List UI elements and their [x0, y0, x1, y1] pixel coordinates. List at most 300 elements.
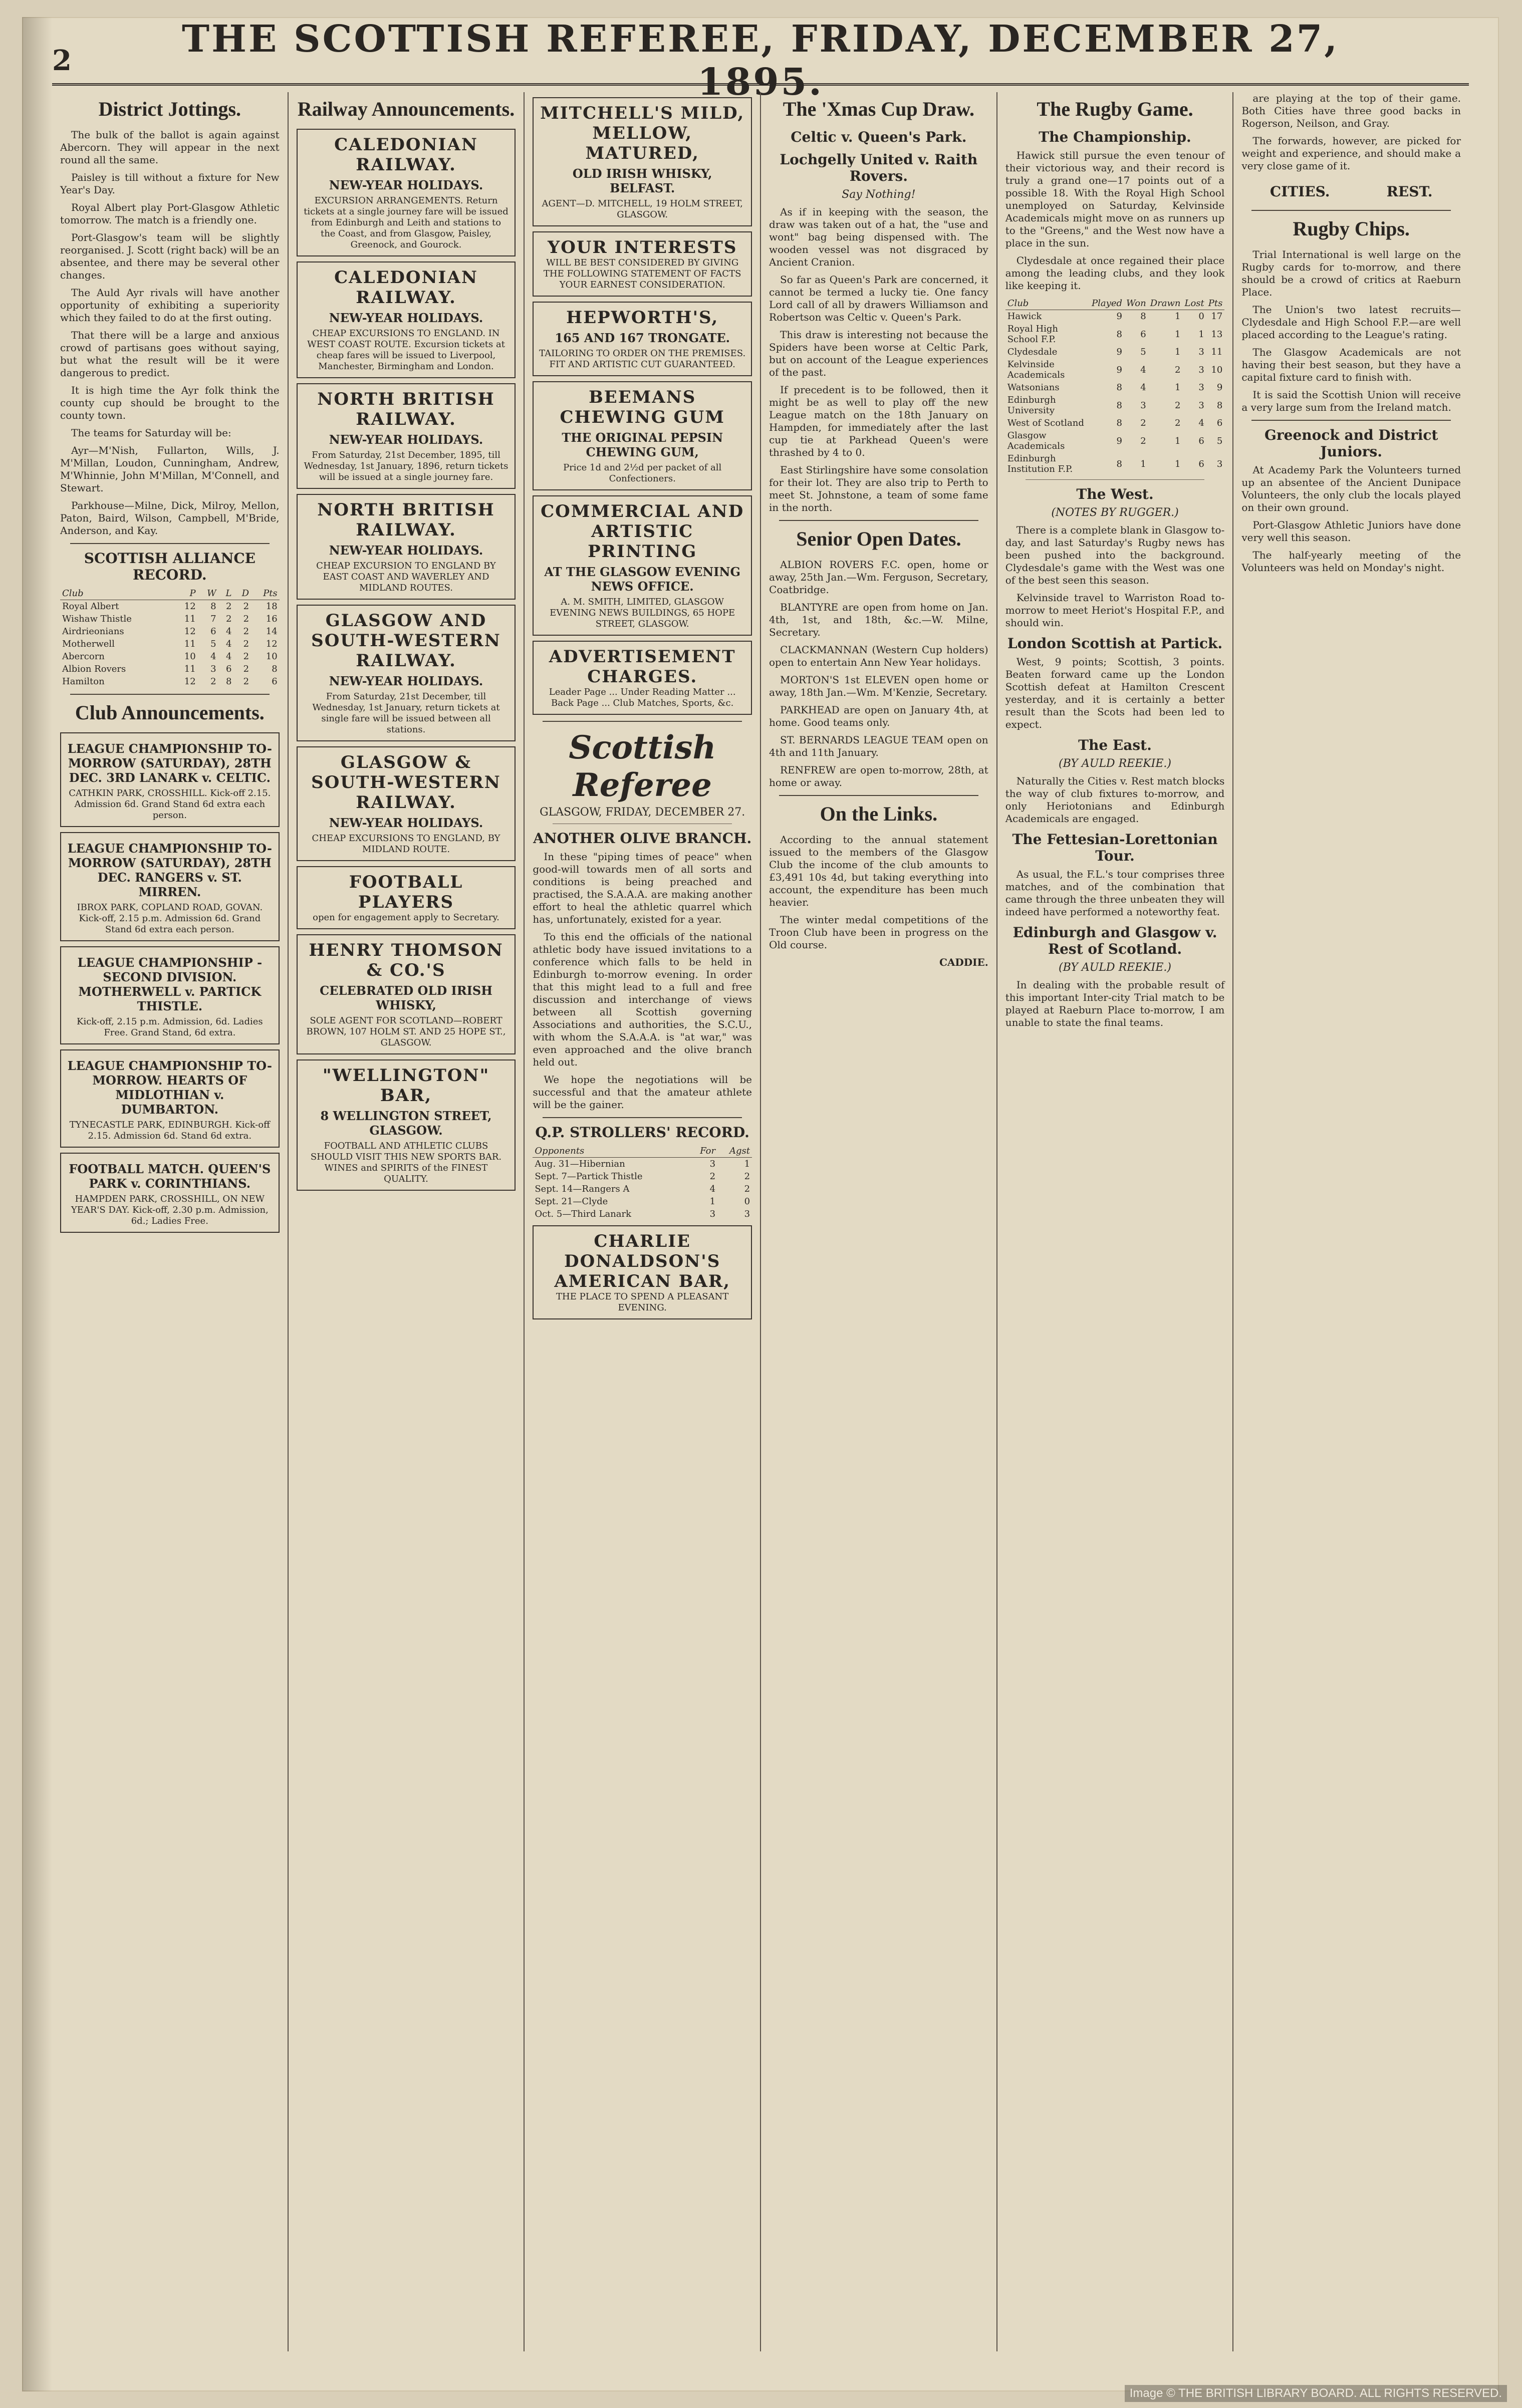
rugby-chips-body	[1241, 248, 1461, 414]
ad-subtitle: LEAGUE CHAMPIONSHIP TO-MORROW. HEARTS OF MIDLOTHIAN v. DUMBARTON.	[67, 1058, 272, 1117]
table-cell: 9	[1116, 435, 1122, 446]
advertisement	[533, 641, 752, 715]
railway-advertisement	[297, 383, 516, 489]
ad-text: Kick-off, 2.15 p.m. Admission, 6d. Ladies Free. Grand Stand, 6d extra.	[77, 1016, 263, 1038]
divider	[779, 520, 978, 521]
table-cell: 3	[1198, 364, 1204, 375]
open-date-entry: BLANTYRE are open from home on Jan. 4th, 1st, and 18th, &c.—W. Milne, Secretary.	[769, 601, 988, 638]
table-cell: 8	[1116, 329, 1122, 340]
paragraph: East Stirlingshire have some consolation for their lot. They are also trip to Perth to meet St. Johnstone, a team of some fame in the north.	[769, 464, 988, 513]
table-row	[1005, 323, 1225, 346]
championship-subheading: The Championship.	[1039, 129, 1191, 145]
table-cell: Hamilton	[62, 676, 105, 687]
divider	[1251, 210, 1451, 211]
paragraph: Naturally the Cities v. Rest match blocks the way of club fixtures to-morrow, and only Heriotonians and Edinburgh Academicals are engaged.	[1005, 775, 1225, 825]
table-row	[1005, 358, 1225, 381]
railway-advertisement	[297, 866, 516, 929]
ad-title: GLASGOW & SOUTH-WESTERN RAILWAY.	[311, 752, 501, 813]
table-cell: 4	[1198, 418, 1204, 428]
ad-text: AGENT—D. MITCHELL, 19 HOLM STREET, GLASGOW.	[542, 198, 743, 220]
table-row	[1005, 429, 1225, 452]
leader-body	[533, 851, 752, 1111]
ad-title: MITCHELL'S MILD, MELLOW, MATURED,	[540, 103, 745, 163]
table-cell: Wishaw Thistle	[62, 614, 132, 624]
table-cell: 2	[225, 614, 232, 624]
ad-subtitle: CELEBRATED OLD IRISH WHISKY,	[320, 983, 492, 1012]
table-cell: Abercorn	[62, 651, 105, 662]
cup-draw-body	[769, 206, 988, 514]
table-cell: 2	[744, 1184, 750, 1194]
table-cell: Glasgow Academicals	[1007, 430, 1065, 451]
alliance-table-body	[60, 600, 280, 688]
table-row	[1005, 394, 1225, 417]
table-cell: 4	[225, 651, 232, 662]
table-cell: 6	[210, 626, 216, 637]
table-cell: 0	[744, 1196, 750, 1207]
ad-subtitle: NEW-YEAR HOLIDAYS.	[329, 311, 483, 325]
ad-subtitle: 8 WELLINGTON STREET, GLASGOW.	[320, 1109, 492, 1138]
ad-title: HEPWORTH'S,	[566, 308, 719, 328]
open-date-entry: CLACKMANNAN (Western Cup holders) open to entertain Ann New Year holidays.	[769, 644, 988, 668]
table-cell: Airdrieonians	[62, 626, 124, 637]
table-cell: 12	[266, 639, 278, 649]
railway-advertisement	[297, 494, 516, 600]
alliance-table-header	[60, 587, 280, 600]
table-cell: 8	[1140, 311, 1146, 322]
alliance-table	[60, 587, 280, 688]
ad-subtitle: LEAGUE CHAMPIONSHIP TO-MORROW (SATURDAY), 28TH DEC. RANGERS v. ST. MIRREN.	[67, 841, 272, 899]
table-cell: 2	[243, 601, 249, 612]
table-cell: 3	[1198, 400, 1204, 411]
ad-title: YOUR INTERESTS	[547, 237, 737, 257]
table-cell: 8	[1116, 458, 1122, 469]
table-row	[533, 1158, 752, 1171]
table-cell: 1	[1175, 435, 1181, 446]
column-3	[525, 92, 761, 2351]
open-date-entry: RENFREW are open to-morrow, 28th, at home or away.	[769, 764, 988, 788]
newspaper-title: THE SCOTTISH REFEREE, FRIDAY, DECEMBER 27, 1895.	[182, 18, 1339, 104]
ad-title: BEEMANS CHEWING GUM	[560, 387, 725, 427]
column-6-intro	[1241, 92, 1461, 172]
xmas-cup-draw-heading: The 'Xmas Cup Draw.	[783, 98, 974, 120]
table-cell: Royal High School F.P.	[1007, 324, 1059, 345]
paragraph: The forwards, however, are picked for weight and experience, and should make a very close game of it.	[1241, 135, 1461, 172]
table-cell: 4	[1140, 364, 1146, 375]
table-cell: 4	[210, 651, 216, 662]
advertisement	[533, 381, 752, 490]
cities-heading: CITIES.	[1270, 183, 1330, 200]
table-cell: 5	[1216, 435, 1223, 446]
the-east-byline: (BY AULD REEKIE.)	[1059, 757, 1172, 770]
table-row	[60, 625, 280, 638]
team-headings	[1241, 177, 1461, 204]
the-west-byline: (NOTES BY RUGGER.)	[1051, 506, 1179, 519]
table-cell: 8	[1116, 400, 1122, 411]
paragraph: At Academy Park the Volunteers turned up an absentee of the Ancient Dunipace Volunteers, the only club the locals played on their own ground.	[1241, 464, 1461, 513]
senior-open-dates-heading: Senior Open Dates.	[796, 527, 961, 550]
table-header-cell: L	[218, 587, 234, 600]
ad-text: FOOTBALL AND ATHLETIC CLUBS SHOULD VISIT THIS NEW SPORTS BAR. WINES and SPIRITS of the FINEST QUALITY.	[310, 1141, 502, 1184]
ad-title: GLASGOW AND SOUTH-WESTERN RAILWAY.	[311, 611, 501, 671]
fettesian-tour-body	[1005, 868, 1225, 918]
american-bar-ad	[533, 1225, 752, 1319]
rugby-chips-heading: Rugby Chips.	[1293, 217, 1410, 240]
table-cell: Edinburgh University	[1007, 395, 1056, 416]
open-date-entry: ST. BERNARDS LEAGUE TEAM open on 4th and 11th January.	[769, 734, 988, 758]
table-cell: 2	[243, 639, 249, 649]
ad-subtitle: LEAGUE CHAMPIONSHIP TO-MORROW (SATURDAY), 28TH DEC. 3RD LANARK v. CELTIC.	[67, 741, 272, 785]
rest-heading: REST.	[1386, 183, 1433, 200]
ad-subtitle: 165 AND 167 TRONGATE.	[555, 331, 730, 345]
table-header-cell: Pts	[1206, 297, 1225, 310]
rugby-championship-table	[1005, 297, 1225, 475]
ad-text: TYNECASTLE PARK, EDINBURGH. Kick-off 2.15. Admission 6d. Stand 6d extra.	[69, 1120, 270, 1141]
table-cell: 2	[1175, 418, 1181, 428]
table-cell: 17	[1211, 311, 1223, 322]
page-fold-shadow	[22, 17, 52, 2391]
table-cell: Watsonians	[1007, 382, 1060, 393]
ad-subtitle: NEW-YEAR HOLIDAYS.	[329, 674, 483, 688]
table-cell: 2	[243, 664, 249, 674]
table-header-cell: Lost	[1183, 297, 1206, 310]
the-west-body	[1005, 524, 1225, 629]
table-cell: 13	[1211, 329, 1223, 340]
image-credit: Image © THE BRITISH LIBRARY BOARD. ALL RIGHTS RESERVED.	[1125, 2385, 1507, 2402]
table-cell: Sept. 21—Clyde	[535, 1196, 608, 1207]
table-cell: 2	[243, 614, 249, 624]
paragraph: As if in keeping with the season, the draw was taken out of a hat, the "use and wont" bag being dispensed with. The wooden vessel was not disgraced by Ancient Cranion.	[769, 206, 988, 268]
ad-text: CHEAP EXCURSION TO ENGLAND BY EAST COAST AND WAVERLEY AND MIDLAND ROUTES.	[316, 561, 496, 593]
author-signature: CADDIE.	[939, 956, 988, 968]
editorial-date-line: GLASGOW, FRIDAY, DECEMBER 27.	[540, 806, 745, 819]
railway-advertisement	[297, 746, 516, 861]
table-cell: 3	[1198, 347, 1204, 357]
ad-text: Leader Page ... Under Reading Matter ... Back Page ... Club Matches, Sports, &c.	[549, 687, 736, 708]
table-cell: 2	[243, 651, 249, 662]
divider	[543, 1117, 742, 1118]
table-cell: 1	[1140, 458, 1146, 469]
ad-title: "WELLINGTON" BAR,	[322, 1065, 490, 1106]
divider	[543, 721, 742, 722]
ad-text: CATHKIN PARK, CROSSHILL. Kick-off 2.15. Admission 6d. Grand Stand 6d extra each person.	[69, 788, 271, 821]
championship-body	[1005, 149, 1225, 292]
ad-subtitle: NEW-YEAR HOLIDAYS.	[329, 543, 483, 558]
paragraph: Paisley is till without a fixture for New Year's Day.	[60, 171, 280, 196]
table-row	[1005, 452, 1225, 475]
ad-text: WILL BE BEST CONSIDERED BY GIVING THE FOLLOWING STATEMENT OF FACTS YOUR EARNEST CONSIDERATION.	[543, 257, 741, 290]
table-cell: 11	[184, 664, 196, 674]
table-header-cell: W	[198, 587, 218, 600]
table-cell: Clydesdale	[1007, 347, 1058, 357]
advertisement	[533, 495, 752, 636]
table-cell: 2	[210, 676, 216, 687]
table-cell: 2	[1140, 435, 1146, 446]
rugby-table-body	[1005, 310, 1225, 476]
newspaper-page	[22, 17, 1499, 2391]
greenock-juniors-heading: Greenock and District Juniors.	[1264, 427, 1438, 460]
table-row	[60, 600, 280, 613]
paragraph: Ayr—M'Nish, Fullarton, Wills, J. M'Millan, Loudon, Cunningham, Andrew, M'Whinnie, John M'Millan, M'Connell, and Stewart.	[60, 444, 280, 494]
table-header-cell: Club	[60, 587, 174, 600]
paragraph: Kelvinside travel to Warriston Road to-morrow to meet Heriot's Hospital F.P., and should win.	[1005, 592, 1225, 629]
columns-container	[52, 92, 1469, 2351]
table-cell: 6	[1198, 458, 1204, 469]
fettesian-tour-heading: The Fettesian-Lorettonian Tour.	[1012, 831, 1218, 864]
rugby-game-heading: The Rugby Game.	[1037, 98, 1193, 120]
table-cell: 11	[1211, 347, 1223, 357]
table-cell: Hawick	[1007, 311, 1042, 322]
paragraph: We hope the negotiations will be successful and that the amateur athlete will be the gainer.	[533, 1074, 752, 1111]
table-header-cell: Played	[1090, 297, 1124, 310]
divider	[70, 694, 270, 695]
railway-announcements-heading: Railway Announcements.	[297, 98, 515, 120]
ad-text: open for engagement apply to Secretary.	[313, 912, 499, 923]
table-row	[533, 1195, 752, 1208]
table-cell: 11	[184, 639, 196, 649]
london-scottish-heading: London Scottish at Partick.	[1007, 635, 1223, 652]
table-cell: 1	[709, 1196, 716, 1207]
ad-title: COMMERCIAL AND ARTISTIC PRINTING	[541, 501, 744, 562]
table-cell: 8	[210, 601, 216, 612]
strollers-table-title: Q.P. STROLLERS' RECORD.	[535, 1124, 749, 1141]
table-cell: 18	[266, 601, 278, 612]
ad-title: NORTH BRITISH RAILWAY.	[317, 389, 495, 429]
ad-subtitle: LEAGUE CHAMPIONSHIP - SECOND DIVISION. MOTHERWELL v. PARTICK THISTLE.	[77, 955, 263, 1013]
ad-text: HAMPDEN PARK, CROSSHILL, ON NEW YEAR'S DAY. Kick-off, 2.30 p.m. Admission, 6d.; Ladies Free.	[71, 1194, 269, 1226]
the-east-heading: The East.	[1078, 737, 1152, 753]
paragraph: Clydesdale at once regained their place among the leading clubs, and they look like keeping it.	[1005, 254, 1225, 292]
table-cell: 2	[243, 676, 249, 687]
table-cell: 1	[1175, 382, 1181, 393]
table-cell: 4	[225, 626, 232, 637]
paragraph: It is high time the Ayr folk think the county cup should be brought to the county town.	[60, 384, 280, 421]
ad-title: ADVERTISEMENT CHARGES.	[549, 647, 736, 687]
club-announcements-heading: Club Announcements.	[75, 701, 265, 724]
table-header-cell: Opponents	[533, 1145, 690, 1158]
paragraph: The teams for Saturday will be:	[71, 427, 231, 439]
table-cell: 12	[184, 626, 196, 637]
ad-title: NORTH BRITISH RAILWAY.	[317, 500, 495, 540]
ad-subtitle: OLD IRISH WHISKY, BELFAST.	[572, 166, 712, 195]
on-the-links-body	[769, 834, 988, 951]
paragraph: This draw is interesting not because the Spiders have been worse at Celtic Park, but on account of the League experiences of the past.	[769, 329, 988, 378]
table-cell: 10	[266, 651, 278, 662]
paragraph: Port-Glasgow's team will be slightly reorganised. J. Scott (right back) will be an absentee, and there may be several other changes.	[60, 231, 280, 281]
railway-advertisement	[297, 605, 516, 741]
column-1	[52, 92, 289, 2351]
paragraph: The Auld Ayr rivals will have another opportunity of exhibiting a superiority which they failed to do at the first outing.	[60, 287, 280, 324]
table-header-cell: Pts	[251, 587, 280, 600]
table-cell: 1	[1175, 311, 1181, 322]
table-cell: 1	[744, 1159, 750, 1169]
open-date-entry: MORTON'S 1st ELEVEN open home or away, 18th Jan.—Wm. M'Kenzie, Secretary.	[769, 674, 988, 698]
table-cell: 8	[1216, 400, 1223, 411]
ad-text: A. M. SMITH, LIMITED, GLASGOW EVENING NEWS BUILDINGS, 65 HOPE STREET, GLASGOW.	[550, 597, 735, 629]
ad-text: THE PLACE TO SPEND A PLEASANT EVENING.	[556, 1291, 729, 1313]
ad-title: HENRY THOMSON & CO.'S	[309, 940, 503, 980]
table-cell: 3	[709, 1159, 716, 1169]
paragraph: In these "piping times of peace" when good-will towards men of all sorts and conditions is being preached and practised, the S.A.A.A. are making another effort to heal the athletic quarrel which has, unfortunately, existed for a year.	[533, 851, 752, 925]
table-cell: 8	[225, 676, 232, 687]
ad-text: From Saturday, 21st December, 1895, till Wednesday, 1st January, 1896, return tickets will be issued at a single journey fare.	[304, 450, 509, 482]
table-cell: Royal Albert	[62, 601, 119, 612]
paragraph: There is a complete blank in Glasgow to-day, and last Saturday's Rugby news has been pushed into the background. Clydesdale's game with the West was one of the best seen this season.	[1005, 524, 1225, 586]
table-cell: 5	[210, 639, 216, 649]
table-cell: 9	[1116, 311, 1122, 322]
ad-text: From Saturday, 21st December, till Wednesday, 1st January, return tickets at single fare will be issued between all stations.	[312, 691, 500, 735]
draw-tie-1: Celtic v. Queen's Park.	[791, 129, 967, 145]
paragraph: It is said the Scottish Union will receive a very large sum from the Ireland match.	[1241, 389, 1461, 413]
table-cell: 8	[1116, 382, 1122, 393]
railway-advertisement	[297, 934, 516, 1054]
table-cell: West of Scotland	[1007, 418, 1084, 428]
senior-open-dates-body	[769, 559, 988, 789]
table-cell: 2	[225, 601, 232, 612]
table-cell: 11	[184, 614, 196, 624]
table-cell: Albion Rovers	[62, 664, 126, 674]
alliance-table-title: SCOTTISH ALLIANCE RECORD.	[84, 550, 256, 583]
strollers-table-header	[533, 1145, 752, 1158]
table-header-cell: Agst	[717, 1145, 752, 1158]
table-cell: 3	[1198, 382, 1204, 393]
table-cell: Edinburgh Institution F.P.	[1007, 453, 1073, 474]
club-announcement	[60, 832, 280, 941]
railway-advertisement	[297, 261, 516, 378]
divider	[70, 543, 270, 544]
paragraph: The bulk of the ballot is again against Abercorn. They will appear in the next round all the same.	[60, 129, 280, 166]
table-cell: 2	[1140, 418, 1146, 428]
edinburgh-glasgow-body	[1005, 979, 1225, 1029]
table-cell: 10	[1211, 364, 1223, 375]
ad-title: FOOTBALL PLAYERS	[349, 872, 463, 912]
strollers-table	[533, 1145, 752, 1220]
ad-title: CALEDONIAN RAILWAY.	[334, 267, 478, 308]
open-date-entry: PARKHEAD are open on January 4th, at home. Good teams only.	[769, 704, 988, 728]
table-cell: 3	[744, 1209, 750, 1219]
club-announcement	[60, 732, 280, 827]
table-row	[1005, 346, 1225, 358]
ad-text: SOLE AGENT FOR SCOTLAND—ROBERT BROWN, 107 HOLM ST. AND 25 HOPE ST., GLASGOW.	[306, 1015, 506, 1048]
table-cell: 3	[210, 664, 216, 674]
club-announcements-list	[60, 732, 280, 1233]
table-cell: 6	[1198, 435, 1204, 446]
paragraph: The Union's two latest recruits—Clydesdale and High School F.P.—are well placed according to the League's rating.	[1241, 304, 1461, 341]
divider	[779, 795, 978, 796]
ad-subtitle: AT THE GLASGOW EVENING NEWS OFFICE.	[544, 565, 740, 594]
table-cell: Motherwell	[62, 639, 115, 649]
table-cell: 2	[709, 1171, 716, 1182]
table-cell: 3	[709, 1209, 716, 1219]
table-cell: 9	[1116, 364, 1122, 375]
table-cell: 9	[1216, 382, 1223, 393]
paragraph: To this end the officials of the national athletic body have issued invitations to a conference which falls to be held in Edinburgh to-morrow evening. In order that this might lead to a full and free discussion and interchange of views between all Scottish governing Associations and authorities, the S.C.U., with whom the S.A.A.A. is "at war," was even approached and the olive branch held out.	[533, 931, 752, 1068]
table-cell: 6	[225, 664, 232, 674]
table-header-cell: For	[690, 1145, 717, 1158]
ad-subtitle: THE ORIGINAL PEPSIN CHEWING GUM,	[562, 430, 723, 459]
ad-text: IBROX PARK, COPLAND ROAD, GOVAN. Kick-off, 2.15 p.m. Admission 6d. Grand Stand 6d extra each person.	[77, 902, 263, 935]
table-row	[60, 675, 280, 688]
paragraph: As usual, the F.L.'s tour comprises three matches, and of the combination that came through the three unbeaten they will indeed have performed a noteworthy feat.	[1005, 868, 1225, 918]
table-header-cell: Won	[1124, 297, 1148, 310]
divider	[1026, 479, 1205, 480]
table-row	[533, 1170, 752, 1183]
ad-title: CALEDONIAN RAILWAY.	[334, 135, 478, 175]
greenock-juniors-body	[1241, 464, 1461, 574]
paragraph: According to the annual statement issued to the members of the Glasgow Club the income of the club amounts to £3,491 10s 4d, but taking everything into account, the expenditure has been much heavier.	[769, 834, 988, 908]
divider	[1251, 420, 1451, 421]
table-cell: 6	[1216, 418, 1223, 428]
table-row	[60, 663, 280, 675]
masthead	[52, 18, 1469, 104]
draw-tie-2: Lochgelly United v. Raith Rovers.	[780, 151, 978, 184]
club-announcement	[60, 946, 280, 1044]
ad-text: EXCURSION ARRANGEMENTS. Return tickets at a single journey fare will be issued from Edinburgh and Leith and stations to the Coast, and from Glasgow, Paisley, Greenock, and Gourock.	[304, 195, 509, 250]
table-header-cell: Drawn	[1148, 297, 1183, 310]
table-cell: 5	[1140, 347, 1146, 357]
rugby-table-header	[1005, 297, 1225, 310]
table-cell: 6	[1140, 329, 1146, 340]
table-row	[60, 650, 280, 663]
table-cell: 4	[225, 639, 232, 649]
advertisement	[533, 302, 752, 376]
table-row	[60, 613, 280, 625]
table-cell: 2	[1175, 400, 1181, 411]
railway-advertisement	[297, 1059, 516, 1191]
column-5	[997, 92, 1234, 2351]
table-cell: 9	[1116, 347, 1122, 357]
paragraph: If precedent is to be followed, then it might be as well to play off the new League match on the 18th January on Hampden, for immediately after the last cup tie at Parkhead Queen's were thrashed by 4 to 0.	[769, 384, 988, 458]
paragraph: Royal Albert play Port-Glasgow Athletic tomorrow. The match is a friendly one.	[60, 201, 280, 226]
the-east-body	[1005, 775, 1225, 825]
table-row	[1005, 417, 1225, 429]
ad-subtitle: FOOTBALL MATCH. QUEEN'S PARK v. CORINTHIANS.	[69, 1162, 271, 1191]
table-cell: 1	[1198, 329, 1204, 340]
paragraph: West, 9 points; Scottish, 3 points. Beaten forward came up the London Scottish defeat at Hamilton Crescent yesterday, and it is certainly a better result than the Scots had been led to expect.	[1005, 656, 1225, 730]
railway-ads-list	[297, 129, 516, 1191]
table-cell: 10	[184, 651, 196, 662]
table-header-cell: P	[174, 587, 198, 600]
paragraph: Hawick still pursue the even tenour of their victorious way, and their record is truly a grand one—17 points out of a possible 18. With the Royal High School unemployed on Saturday, Kelvinside Academicals might move on as runners up to the "Greens," and the West now have a place in the sun.	[1005, 149, 1225, 249]
paragraph: are playing at the top of their game. Both Cities have three good backs in Rogerson, Neilson, and Gray.	[1241, 92, 1461, 129]
table-cell: 3	[1216, 458, 1223, 469]
table-cell: 16	[266, 614, 278, 624]
club-announcement	[60, 1153, 280, 1233]
table-cell: Sept. 7—Partick Thistle	[535, 1171, 643, 1182]
edinburgh-glasgow-heading: Edinburgh and Glasgow v. Rest of Scotland.	[1012, 924, 1217, 957]
table-cell: 8	[1116, 418, 1122, 428]
table-cell: 7	[210, 614, 216, 624]
table-cell: 0	[1198, 311, 1204, 322]
the-west-heading: The West.	[1076, 486, 1154, 502]
leader-heading: ANOTHER OLIVE BRANCH.	[533, 830, 752, 847]
column-4	[761, 92, 997, 2351]
table-cell: 6	[272, 676, 278, 687]
table-cell: 2	[744, 1171, 750, 1182]
ad-subtitle: NEW-YEAR HOLIDAYS.	[329, 178, 483, 192]
column-2	[289, 92, 525, 2351]
table-cell: 12	[184, 676, 196, 687]
district-jottings-heading: District Jottings.	[98, 98, 241, 120]
strollers-table-body	[533, 1158, 752, 1221]
ad-title: CHARLIE DONALDSON'S AMERICAN BAR,	[554, 1231, 730, 1291]
advertisements-list	[533, 97, 752, 715]
table-cell: 12	[184, 601, 196, 612]
table-row	[1005, 310, 1225, 323]
ad-text: Price 1d and 2½d per packet of all Confectioners.	[563, 462, 722, 484]
table-cell: 2	[1175, 364, 1181, 375]
paragraph: The half-yearly meeting of the Volunteers was held on Monday's night.	[1241, 549, 1461, 574]
on-the-links-heading: On the Links.	[820, 802, 938, 825]
